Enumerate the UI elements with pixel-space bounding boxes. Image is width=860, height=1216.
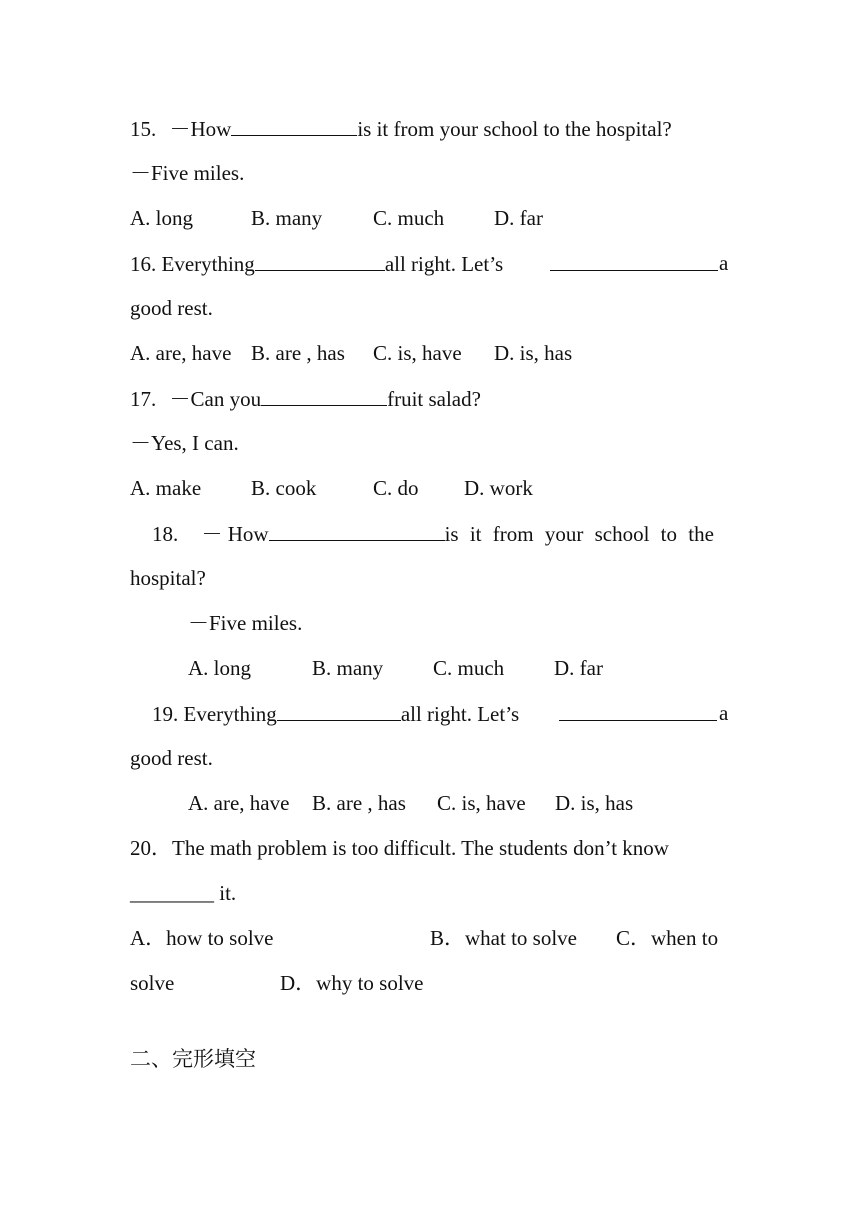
- option-c: C. is, have: [437, 791, 526, 815]
- option-b: B. many: [251, 206, 323, 230]
- question-17-answer: －Yes, I can.: [130, 431, 239, 455]
- question-text: is it from your school to the: [444, 522, 714, 546]
- question-18-stem: [152, 520, 730, 547]
- option-b: B. are , has: [251, 341, 345, 365]
- question-number: 15.: [130, 117, 157, 141]
- question-17-stem: [130, 385, 730, 412]
- option-c-continuation: solve: [130, 971, 175, 995]
- question-15-answer: －Five miles.: [130, 161, 245, 185]
- question-text: all right. Let’s: [384, 252, 504, 276]
- option-d: D．why to solve: [280, 971, 424, 995]
- option-a: A. long: [188, 656, 251, 680]
- option-a: A．how to solve: [130, 926, 274, 950]
- option-d: D. far: [554, 656, 603, 680]
- question-19-continuation: good rest.: [130, 746, 213, 770]
- answer-blank: [261, 385, 387, 406]
- section-heading: 二、完形填空: [130, 1047, 256, 1071]
- option-c: C. much: [433, 656, 505, 680]
- option-b: B. many: [312, 656, 384, 680]
- option-d: D. is, has: [494, 341, 573, 365]
- question-text: －How: [169, 117, 232, 141]
- question-16-stem: [130, 250, 730, 277]
- question-number: 17.: [130, 387, 157, 411]
- question-text: fruit salad?: [387, 387, 481, 411]
- answer-blank: [231, 115, 357, 136]
- option-c: C．when to: [616, 926, 719, 950]
- option-a: A. make: [130, 476, 202, 500]
- question-text: a: [719, 701, 729, 725]
- option-a: A. long: [130, 206, 193, 230]
- question-18-continuation: hospital?: [130, 566, 206, 590]
- option-c: C. much: [373, 206, 445, 230]
- question-20-stem: 20．The math problem is too difficult. The students don’t know: [130, 836, 669, 860]
- question-text: －Can you: [169, 387, 262, 411]
- answer-blank: [255, 250, 385, 271]
- option-a: A. are, have: [130, 341, 232, 365]
- question-15-stem: [130, 115, 730, 142]
- question-text: 19. Everything: [152, 702, 277, 726]
- option-c: C. is, have: [373, 341, 462, 365]
- option-a: A. are, have: [188, 791, 290, 815]
- option-b: B．what to solve: [430, 926, 577, 950]
- option-d: D. work: [464, 476, 533, 500]
- answer-blank: [269, 520, 445, 541]
- question-19-stem: [152, 700, 730, 727]
- option-b: B. cook: [251, 476, 317, 500]
- option-d: D. far: [494, 206, 543, 230]
- question-number: 18.: [152, 522, 179, 546]
- question-text: a: [719, 251, 729, 275]
- question-text: all right. Let’s: [400, 702, 520, 726]
- answer-blank: [550, 250, 718, 271]
- question-text: is it from your school to the hospital?: [357, 117, 672, 141]
- option-d: D. is, has: [555, 791, 634, 815]
- question-16-continuation: good rest.: [130, 296, 213, 320]
- option-b: B. are , has: [312, 791, 406, 815]
- question-18-answer: －Five miles.: [188, 611, 303, 635]
- answer-blank: [559, 700, 717, 721]
- question-text: 16. Everything: [130, 252, 255, 276]
- question-20-blank-line: ________ it.: [130, 881, 237, 905]
- question-text: － How: [201, 522, 269, 546]
- answer-blank: [277, 700, 401, 721]
- option-c: C. do: [373, 476, 419, 500]
